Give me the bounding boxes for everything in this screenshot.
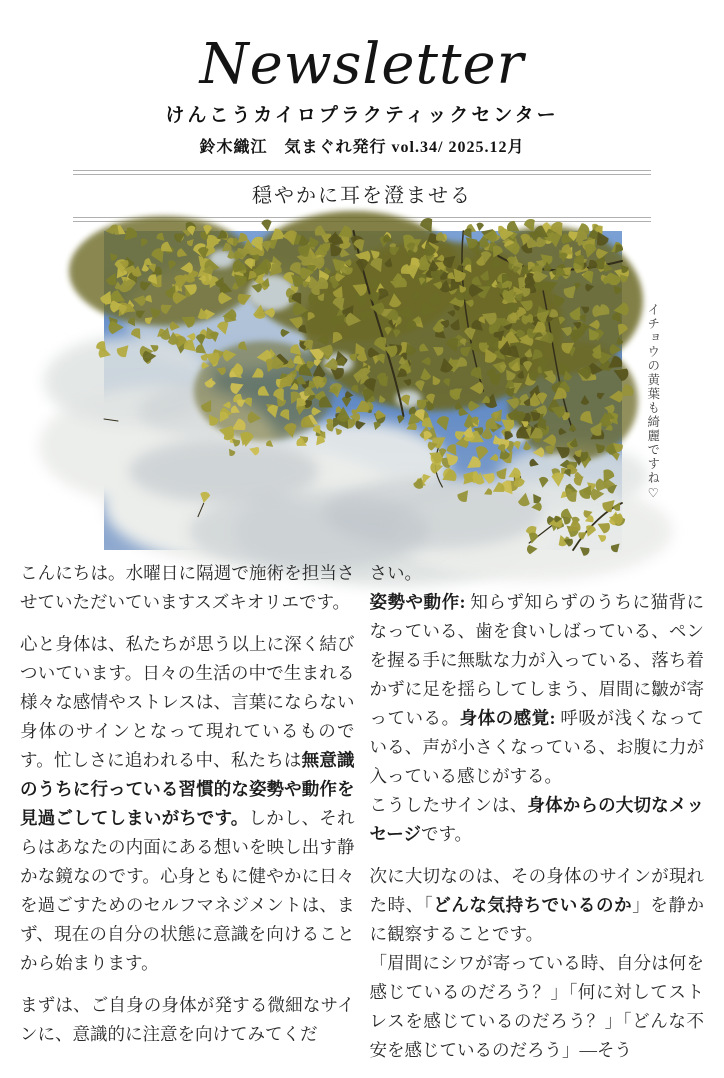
paragraph-signs: さい。 姿勢や動作: 知らず知らずのうちに猫背になっている、歯を食いしばっている、ペンを握る手に無駄な力が入っている、落ち着かずに足を揺らしてしまう、眉間に皺が寄っている。身体の感覚: 呼吸が浅くなっている、声が小さくなっている、お腹に力が入っている感じがする。 こうしたサインは、身体からの大切なメッセージです。 bbox=[369, 562, 705, 844]
paragraph-mind-body: 心と身体は、私たちが思う以上に深く結びついています。日々の生活の中で生まれる様々な感情やストレスは、言葉にならない身体のサインとなって現れているものです。忙しさに追われる中、私たちは無意識のうちに行っている習慣的な姿勢や動作を見過ごしてしまいがちです。しかし、それらはあなたの内面にある想いを映し出す静かな鏡なのです。心身ともに健やかに日々を過ごすためのセルフマネジメントは、まず、現在の自分の状態に意識を向けることから始まります。 bbox=[20, 633, 355, 973]
org-name: けんこうカイロプラクティックセンター bbox=[165, 104, 559, 126]
ginkgo-sky-photo bbox=[104, 231, 622, 550]
article-body bbox=[20, 559, 704, 1078]
photo-figure bbox=[104, 231, 622, 550]
issue-line: 鈴木織江 気まぐれ発行 vol.34/ 2025.12月 bbox=[199, 138, 525, 156]
article-title: 穏やかに耳を澄ませる bbox=[252, 184, 472, 207]
newsletter-logo: Newsletter bbox=[199, 32, 525, 97]
masthead bbox=[0, 0, 724, 157]
right-column bbox=[370, 559, 705, 1078]
paragraph-observe: 次に大切なのは、その身体のサインが現れた時、「どんな気持ちでいるのか」を静かに観察することです。 「眉間にシワが寄っている時、自分は何を感じているのだろう？」「何に対してストレスを感じているのだろう？」「どんな不安を感じているのだろう」―そう bbox=[369, 865, 705, 1060]
paragraph-first-step: まずは、ご自身の身体が発する微細なサインに、意識的に注意を向けてみてくだ bbox=[20, 994, 355, 1044]
photo-caption-vertical: イチョウの黄葉も綺麗ですね♡ bbox=[645, 303, 660, 502]
paragraph-greeting: こんにちは。水曜日に隔週で施術を担当させていただいていますスズキオリエです。 bbox=[20, 562, 355, 612]
double-rule-top bbox=[73, 170, 651, 175]
left-column bbox=[20, 559, 355, 1078]
